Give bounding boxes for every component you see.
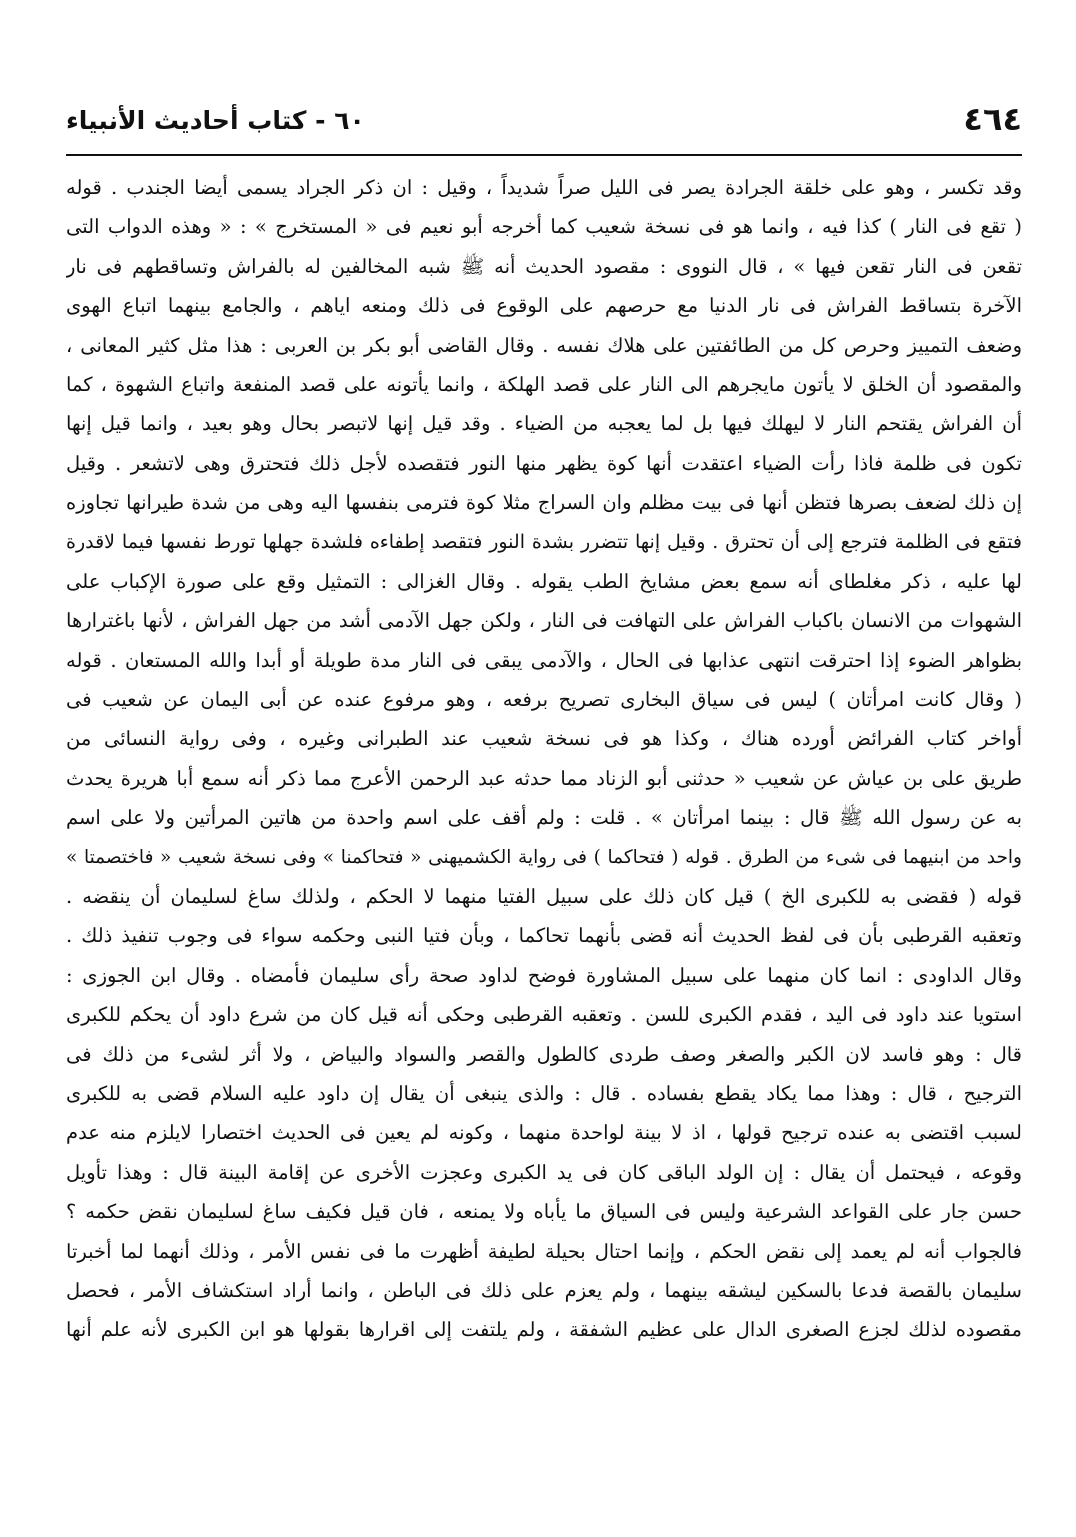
text-line: قوله ( فقضى به للكبرى الخ ) قيل كان ذلك على سبيل الفتيا منهما لا الحكم ، ولذلك ساغ لسليمان أن ينقضه . [66, 885, 1022, 909]
text-line: لسبب اقتضى به عنده ترجيح قولها ، اذ لا بينة لواحدة منهما ، وكونه لم يعين فى الحديث اختصارا لايلزم منه عدم [66, 1121, 1022, 1145]
text-line: وقال الداودى : انما كان منهما على سبيل المشاورة فوضح لداود صحة رأى سليمان فأمضاه . وقال ابن الجوزى : [66, 963, 1022, 987]
text-line: ( تقع فى النار ) كذا فيه ، وانما هو فى نسخة شعيب كما أخرجه أبو نعيم فى « المستخرج » : « وهذه الدواب التى [66, 215, 1022, 239]
text-line: فتقع فى الظلمة فترجع إلى أن تحترق . وقيل إنها تتضرر بشدة النور فتقصد إطفاءه فلشدة جهلها تورط نفسها فيما لاقدرة [66, 530, 1022, 553]
running-header [66, 100, 1022, 156]
text-line: به عن رسول الله ﷺ قال : بينما امرأتان » . قلت : ولم أقف على اسم واحدة من هاتين المرأتين ولا على اسم [66, 806, 1022, 830]
text-line: الآخرة بتساقط الفراش فى نار الدنيا مع حرصهم على الوقوع فى ذلك ومنعه اياهم ، والجامع بينهما اتباع الهوى [66, 294, 1022, 318]
text-line: استويا عند داود فى اليد ، فقدم الكبرى للسن . وتعقبه القرطبى وحكى أنه قيل كان من شرع داود أن يحكم للكبرى [66, 1003, 1022, 1027]
text-line: تكون فى ظلمة فاذا رأت الضياء اعتقدت أنها كوة يظهر منها النور فتقصده لأجل ذلك فتحترق وهى لاتشعر . وقيل [66, 451, 1022, 475]
text-line: وتعقبه القرطبى بأن فى لفظ الحديث أنه قضى بأنهما تحاكما ، وبأن فتيا النبى وحكمه سواء فى وجوب تنفيذ ذلك . [66, 924, 1022, 948]
text-line: قال : وهو فاسد لان الكبر والصغر وصف طردى كالطول والقصر والسواد والبياض ، ولا أثر لشىء من ذلك فى [66, 1042, 1022, 1066]
text-line: أن الفراش يقتحم النار لا ليهلك فيها بل لما يعجبه من الضياء . وقد قيل إنها لاتبصر بحال وهو بعيد ، وانما قيل إنها [66, 412, 1022, 436]
text-line: حسن جار على القواعد الشرعية وليس فى السياق ما يأباه ولا يمنعه ، فان قيل فكيف ساغ لسليمان نقض حكمه ؟ [66, 1200, 1022, 1224]
body-text [66, 168, 1022, 1350]
text-line: فالجواب أنه لم يعمد إلى نقض الحكم ، وإنما احتال بحيلة لطيفة أظهرت ما فى نفس الأمر ، وذلك أنهما لما أخبرتا [66, 1239, 1022, 1263]
text-line: الترجيح ، قال : وهذا مما يكاد يقطع بفساده . قال : والذى ينبغى أن يقال إن داود عليه السلام قضى به للكبرى [66, 1081, 1022, 1105]
text-line: لها عليه ، ذكر مغلطاى أنه سمع بعض مشايخ الطب يقوله . وقال الغزالى : التمثيل وقع على صورة الإكباب على [66, 569, 1022, 593]
text-line: مقصوده لذلك لجزع الصغرى الدال على عظيم الشفقة ، ولم يلتفت إلى اقرارها بقولها هو ابن الكبرى لأنه علم أنها [66, 1318, 1022, 1342]
book-title: ٦٠ - كتاب أحاديث الأنبياء [66, 106, 365, 135]
text-line: واحد من ابنيهما فى شىء من الطرق . قوله ( فتحاكما ) فى رواية الكشميهنى « فتحاكمنا » وفى نسخة شعيب « فاختصمتا » [66, 846, 1022, 868]
text-line: طريق على بن عياش عن شعيب « حدثنى أبو الزناد مما حدثه عبد الرحمن الأعرج مما ذكر أنه سمع أبا هريرة يحدث [66, 766, 1022, 790]
text-line: والمقصود أن الخلق لا يأتون مايجرهم الى النار على قصد الهلكة ، وانما يأتونه على قصد المنفعة واتباع الشهوة ، كما [66, 372, 1022, 396]
text-line: سليمان بالقصة فدعا بالسكين ليشقه بينهما ، ولم يعزم على ذلك فى الباطن ، وانما أراد استكشاف الأمر ، فحصل [66, 1278, 1022, 1302]
text-line: إن ذلك لضعف بصرها فتظن أنها فى بيت مظلم وان السراج مثلا كوة فترمى بنفسها اليه وهى من شدة طيرانها تجاوزه [66, 491, 1022, 515]
text-line: تقعن فى النار تقعن فيها » ، قال النووى : مقصود الحديث أنه ﷺ شبه المخالفين له بالفراش وتساقطهم فى نار [66, 254, 1022, 278]
text-line: الشهوات من الانسان باكباب الفراش على التهافت فى النار ، ولكن جهل الآدمى أشد من جهل الفراش ، لأنها باغترارها [66, 609, 1022, 633]
text-line: بظواهر الضوء إذا احترقت انتهى عذابها فى الحال ، والآدمى يبقى فى النار مدة طويلة أو أبدا والله المستعان . قوله [66, 648, 1022, 672]
text-line: وضعف التمييز وحرص كل من الطائفتين على هلاك نفسه . وقال القاضى أبو بكر بن العربى : هذا مثل كثير المعانى ، [66, 333, 1022, 357]
text-line: وقوعه ، فيحتمل أن يقال : إن الولد الباقى كان فى يد الكبرى وعجزت الأخرى عن إقامة البينة قال : وهذا تأويل [66, 1160, 1022, 1184]
text-line: ( وقال كانت امرأتان ) ليس فى سياق البخارى تصريح برفعه ، وهو مرفوع عنده عن أبى اليمان عن شعيب فى [66, 688, 1022, 712]
text-line: أواخر كتاب الفرائض أورده هناك ، وكذا هو فى نسخة شعيب عند الطبرانى وغيره ، وفى رواية النسائى من [66, 727, 1022, 751]
page-number: ٤٦٤ [963, 100, 1022, 138]
text-line: وقد تكسر ، وهو على خلقة الجرادة يصر فى الليل صراً شديداً ، وقيل : ان ذكر الجراد يسمى أيضا الجندب . قوله [66, 176, 1022, 199]
header-divider [66, 154, 1022, 156]
